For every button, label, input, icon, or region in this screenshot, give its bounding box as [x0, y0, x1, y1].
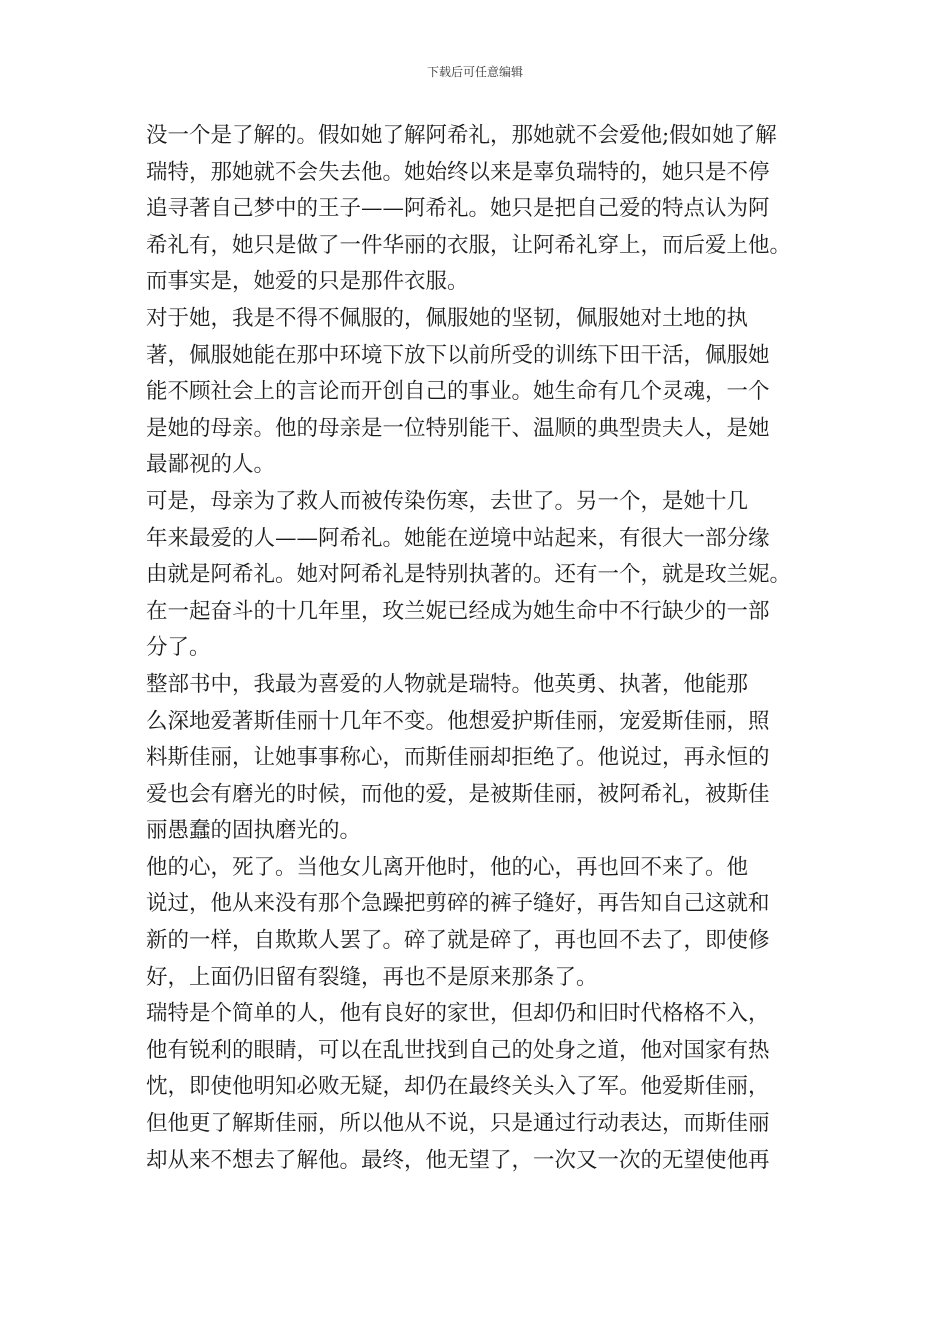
text-line: 是她的母亲。他的母亲是一位特别能干、温顺的典型贵夫人，是她 [146, 415, 770, 441]
text-line: 分了。 [146, 635, 211, 661]
text-line: 著，佩服她能在那中环境下放下以前所受的训练下田干活，佩服她 [146, 342, 770, 368]
page-header: 下载后可任意编辑 [426, 65, 523, 79]
text-line: 么深地爱著斯佳丽十几年不变。他想爱护斯佳丽，宠爱斯佳丽，照 [146, 708, 770, 734]
text-line: 瑞特，那她就不会失去他。她始终以来是辜负瑞特的，她只是不停 [146, 159, 770, 185]
text-line: 而事实是，她爱的只是那件衣服。 [146, 269, 469, 295]
paragraph-1 [146, 118, 816, 301]
text-line: 由就是阿希礼。她对阿希礼是特别执著的。还有一个，就是玫兰妮。 [146, 562, 792, 588]
text-line: 追寻著自己梦中的王子——阿希礼。她只是把自己爱的特点认为阿 [146, 196, 770, 222]
text-line: 说过，他从来没有那个急躁把剪碎的裤子缝好，再告知自己这就和 [146, 891, 770, 917]
text-line: 他有锐利的眼睛，可以在乱世找到自己的处身之道，他对国家有热 [146, 1037, 770, 1063]
text-line: 新的一样，自欺欺人罢了。碎了就是碎了，再也回不去了，即使修 [146, 928, 770, 954]
text-line: 整部书中，我最为喜爱的人物就是瑞特。他英勇、执著，他能那 [146, 671, 749, 697]
text-line: 他的心，死了。当他女儿离开他时，他的心，再也回不来了。他 [146, 854, 749, 880]
text-line: 年来最爱的人——阿希礼。她能在逆境中站起来，有很大一部分缘 [146, 525, 770, 551]
text-line: 可是，母亲为了救人而被传染伤寒，去世了。另一个，是她十几 [146, 488, 749, 514]
text-line: 爱也会有磨光的时候，而他的爱，是被斯佳丽，被阿希礼，被斯佳 [146, 781, 770, 807]
text-line: 好，上面仍旧留有裂缝，再也不是原来那条了。 [146, 964, 598, 990]
text-line: 瑞特是个简单的人，他有良好的家世，但却仍和旧时代格格不入， [146, 1001, 770, 1027]
text-line: 没一个是了解的。假如她了解阿希礼，那她就不会爱他;假如她了解 [146, 123, 777, 148]
text-line: 却从来不想去了解他。最终，他无望了，一次又一次的无望使他再 [146, 1147, 770, 1173]
text-line: 丽愚蠢的固执磨光的。 [146, 818, 362, 844]
paragraph-6 [146, 996, 816, 1179]
paragraph-2 [146, 301, 816, 484]
paragraph-5 [146, 850, 816, 996]
text-line: 最鄙视的人。 [146, 452, 276, 478]
document-body [146, 118, 816, 1179]
text-line: 但他更了解斯佳丽，所以他从不说，只是通过行动表达，而斯佳丽 [146, 1111, 770, 1137]
text-line: 希礼有，她只是做了一件华丽的衣服，让阿希礼穿上，而后爱上他。 [146, 232, 792, 258]
text-line: 能不顾社会上的言论而开创自己的事业。她生命有几个灵魂，一个 [146, 379, 770, 405]
text-line: 对于她，我是不得不佩服的，佩服她的坚韧，佩服她对土地的执 [146, 305, 749, 331]
text-line: 料斯佳丽，让她事事称心，而斯佳丽却拒绝了。他说过，再永恒的 [146, 745, 770, 771]
paragraph-3 [146, 484, 816, 667]
text-line: 在一起奋斗的十几年里，玫兰妮已经成为她生命中不行缺少的一部 [146, 598, 770, 624]
paragraph-4 [146, 667, 816, 850]
text-line: 忱，即使他明知必败无疑，却仍在最终关头入了军。他爱斯佳丽， [146, 1074, 770, 1100]
